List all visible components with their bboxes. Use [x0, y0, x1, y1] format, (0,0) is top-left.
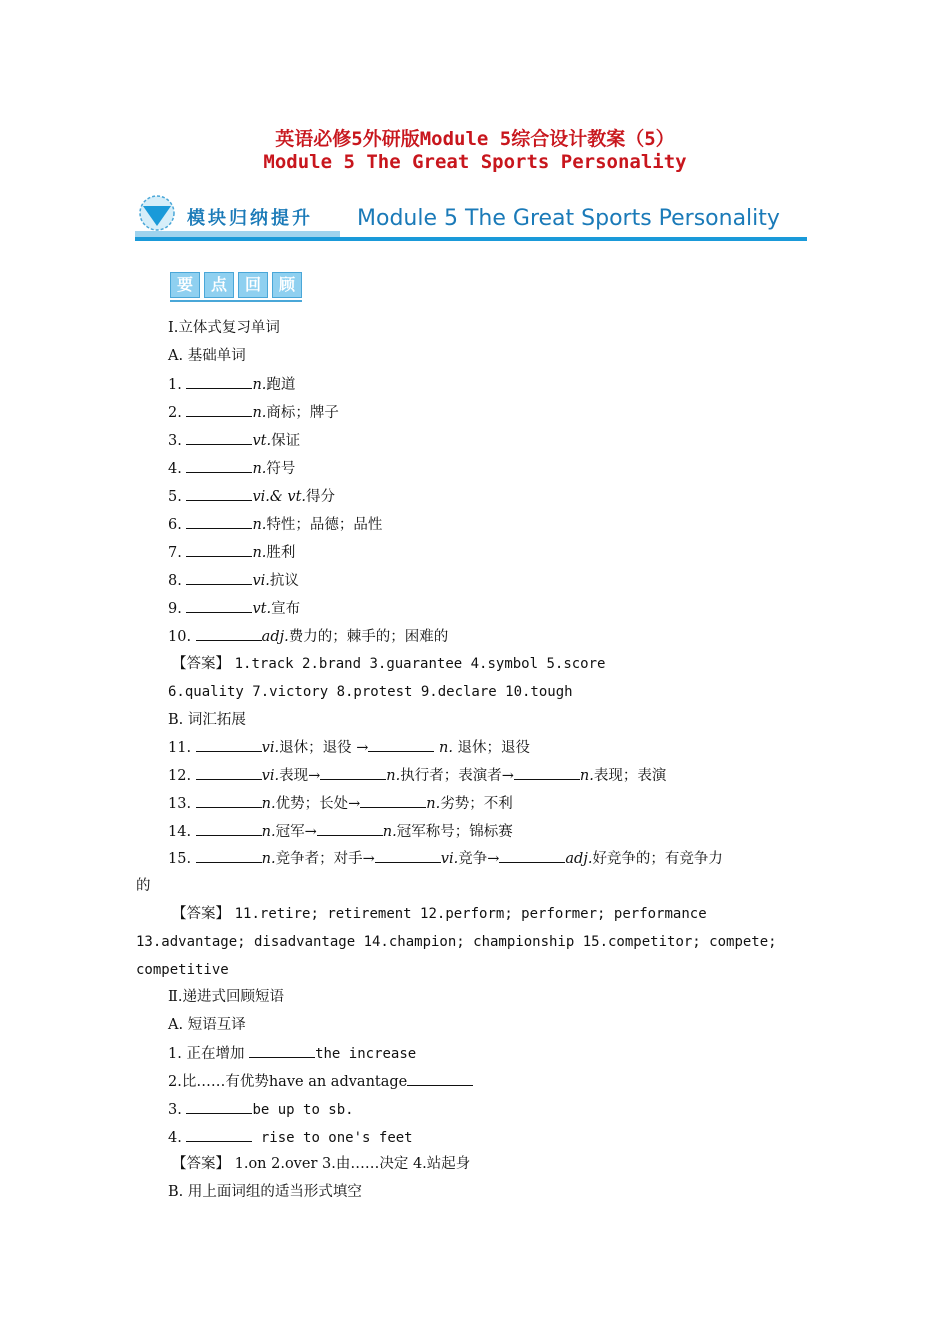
- banner-label-cn: 模块归纳提升: [187, 208, 313, 229]
- phrase-item-1: 1. 正在增加 the increase: [168, 1043, 416, 1064]
- section-2-heading: Ⅱ.递进式回顾短语: [168, 989, 284, 1005]
- phrase-item-3: 3. be up to sb.: [168, 1099, 354, 1120]
- banner-underline: [135, 237, 807, 241]
- vocab-item-7: 7. n.胜利: [168, 542, 295, 563]
- answer-blank[interactable]: [186, 458, 252, 473]
- module-banner: [135, 194, 807, 244]
- vocab-item-6: 6. n.特性；品德；品性: [168, 514, 382, 535]
- answer-blank[interactable]: [186, 542, 252, 557]
- answer-blank[interactable]: [196, 821, 262, 836]
- answer-blank[interactable]: [186, 598, 252, 613]
- answer-blank[interactable]: [186, 374, 252, 389]
- answer-blank[interactable]: [186, 402, 252, 417]
- vocab-item-10: 10. adj.费力的；棘手的；困难的: [168, 626, 448, 647]
- answer-key-b-line3: competitive: [136, 962, 229, 978]
- answer-blank[interactable]: [196, 793, 262, 808]
- answer-blank[interactable]: [186, 1099, 252, 1114]
- vocab-item-8: 8. vi.抗议: [168, 570, 299, 591]
- answer-key-b-line2: 13.advantage; disadvantage 14.champion; championship 15.competitor; compete;: [136, 934, 777, 950]
- key-points-badge: [170, 272, 306, 302]
- badge-underline: [170, 300, 302, 302]
- answer-key-phrases: 【答案】 1.on 2.over 3.由……决定 4.站起身: [172, 1156, 471, 1172]
- document-subtitle: Module 5 The Great Sports Personality: [263, 151, 687, 173]
- answer-blank[interactable]: [249, 1043, 315, 1058]
- answer-blank[interactable]: [317, 821, 383, 836]
- vocab-item-15: 15. n.竞争者；对手→ vi.竞争→ adj.好竞争的；有竞争力: [168, 848, 723, 869]
- vocab-item-11: 11. vi.退休；退役 → n. 退休；退役: [168, 737, 530, 758]
- vocab-item-5: 5. vi.& vt.得分: [168, 486, 335, 507]
- vocab-item-14: 14. n.冠军→ n.冠军称号；锦标赛: [168, 821, 513, 842]
- document-title: 英语必修5外研版Module 5综合设计教案（5）: [275, 128, 675, 150]
- answer-blank[interactable]: [407, 1071, 473, 1086]
- answer-blank[interactable]: [375, 848, 441, 863]
- badge-char: 要: [170, 272, 200, 298]
- triangle-down-icon: [135, 194, 183, 234]
- vocab-item-4: 4. n.符号: [168, 458, 295, 479]
- answer-key-a: 【答案】 1.track 2.brand 3.guarantee 4.symbol 5.score: [172, 656, 606, 672]
- phrase-item-2: 2.比……有优势have an advantage: [168, 1071, 473, 1092]
- phrase-item-4: 4. rise to one's feet: [168, 1127, 413, 1148]
- vocab-item-1: 1. n.跑道: [168, 374, 295, 395]
- vocab-item-12: 12. vi.表现→ n.执行者；表演者→ n.表现；表演: [168, 765, 666, 786]
- answer-key-a-line2: 6.quality 7.victory 8.protest 9.declare 10.tough: [168, 684, 573, 700]
- vocab-item-15-wrap: 的: [136, 878, 151, 894]
- answer-blank[interactable]: [514, 765, 580, 780]
- vocab-item-2: 2. n.商标；牌子: [168, 402, 339, 423]
- vocab-item-13: 13. n.优势；长处→ n.劣势；不利: [168, 793, 513, 814]
- answer-blank[interactable]: [368, 737, 434, 752]
- answer-blank[interactable]: [360, 793, 426, 808]
- part-b-heading: B. 词汇拓展: [168, 712, 246, 728]
- answer-blank[interactable]: [320, 765, 386, 780]
- vocab-item-9: 9. vt.宣布: [168, 598, 300, 619]
- answer-blank[interactable]: [186, 486, 252, 501]
- answer-blank[interactable]: [196, 848, 262, 863]
- answer-blank[interactable]: [499, 848, 565, 863]
- badge-char: 顾: [272, 272, 302, 298]
- phrase-part-b-heading: B. 用上面词组的适当形式填空: [168, 1184, 362, 1200]
- section-1-heading: Ⅰ.立体式复习单词: [168, 320, 280, 336]
- answer-blank[interactable]: [186, 570, 252, 585]
- answer-blank[interactable]: [196, 765, 262, 780]
- answer-blank[interactable]: [196, 737, 262, 752]
- answer-key-b: 【答案】 11.retire; retirement 12.perform; performer; performance: [172, 906, 707, 922]
- answer-blank[interactable]: [186, 430, 252, 445]
- phrase-part-a-heading: A. 短语互译: [168, 1017, 246, 1033]
- vocab-item-3: 3. vt.保证: [168, 430, 300, 451]
- answer-blank[interactable]: [196, 626, 262, 641]
- banner-label-en: Module 5 The Great Sports Personality: [357, 206, 780, 231]
- badge-char: 回: [238, 272, 268, 298]
- answer-blank[interactable]: [186, 514, 252, 529]
- part-a-heading: A. 基础单词: [168, 348, 246, 364]
- badge-char: 点: [204, 272, 234, 298]
- answer-blank[interactable]: [186, 1127, 252, 1142]
